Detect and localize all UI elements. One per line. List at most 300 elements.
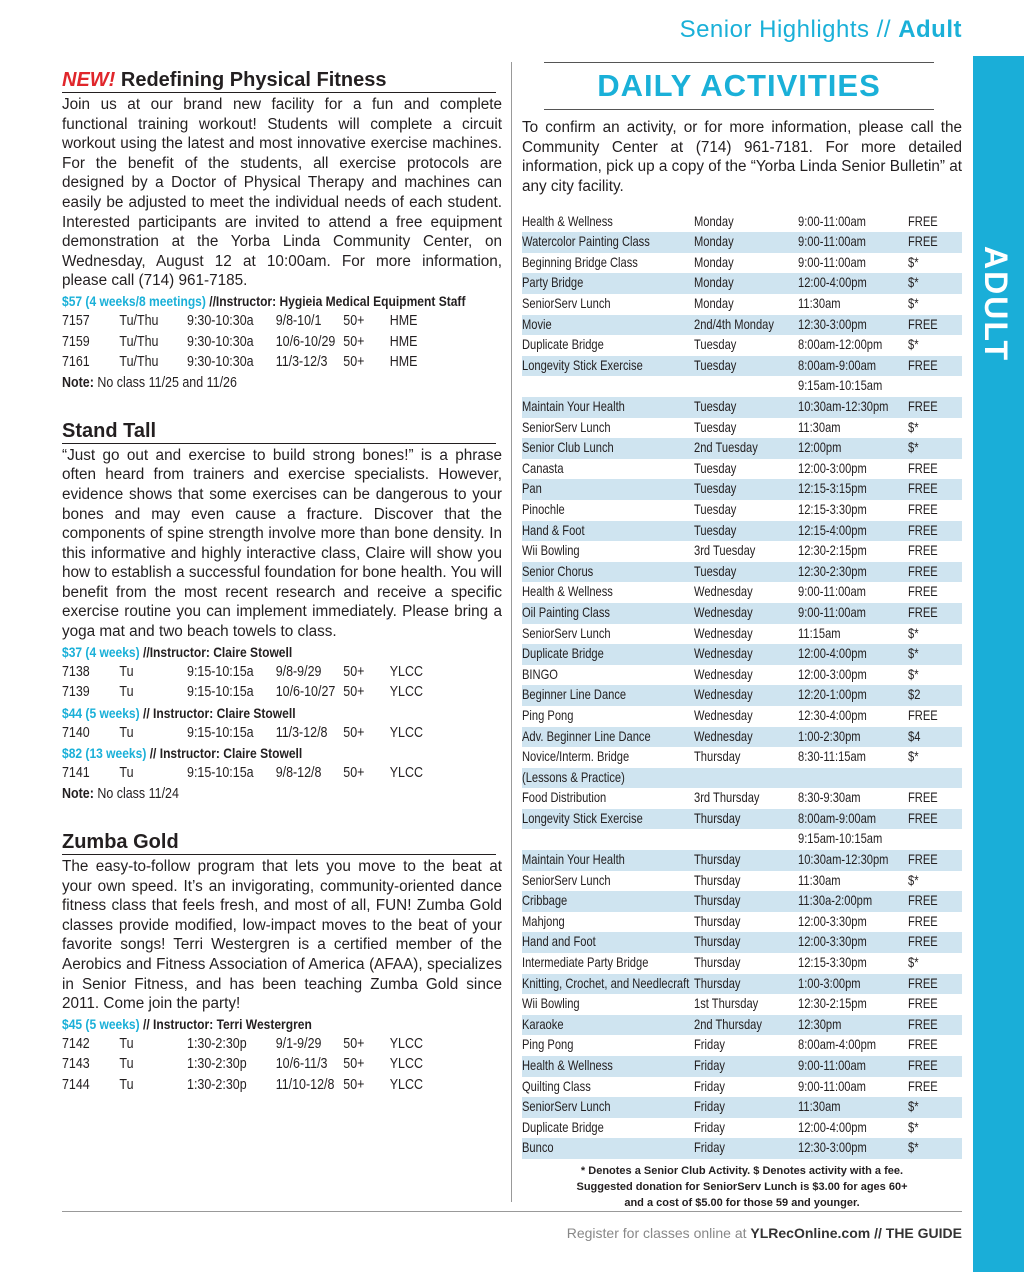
activity-row bbox=[522, 418, 962, 439]
activity-row bbox=[522, 994, 962, 1015]
activity-fee: $* bbox=[908, 296, 919, 312]
activity-name: Wii Bowling bbox=[522, 543, 580, 559]
class-instructor: //Instructor: Claire Stowell bbox=[139, 643, 293, 660]
activity-day: Tuesday bbox=[694, 522, 737, 538]
activity-name: SeniorServ Lunch bbox=[522, 625, 611, 641]
activity-day: 3rd Thursday bbox=[694, 790, 760, 806]
daily-intro: To confirm an activity, or for more information, please call the Community Center at (714) 961-7181. For more detailed information, pick up a copy of the “Yorba Linda Senior Bulletin” at any city facility. bbox=[522, 119, 962, 195]
footnote-line: * Denotes a Senior Club Activity. $ Denotes activity with a fee. bbox=[580, 1164, 904, 1177]
class-price-amount: $82 (13 weeks) bbox=[62, 745, 147, 762]
zumba-title: Zumba Gold bbox=[62, 831, 179, 854]
activity-time: 12:30-4:00pm bbox=[798, 707, 867, 723]
zumba-instructor: // Instructor: Terri Westergren bbox=[139, 1015, 312, 1032]
activity-name: Senior Club Lunch bbox=[522, 440, 614, 456]
activity-time: 12:30-3:00pm bbox=[798, 316, 867, 332]
activity-name: Pan bbox=[522, 481, 542, 497]
class-cell: 11/3-12/3 bbox=[275, 354, 328, 371]
activity-day: 2nd/4th Monday bbox=[694, 316, 774, 332]
activity-time: 9:00-11:00am bbox=[798, 604, 866, 620]
activity-row bbox=[522, 253, 962, 274]
activity-row bbox=[522, 953, 962, 974]
activity-name: Adv. Beginner Line Dance bbox=[522, 728, 651, 744]
class-cell: 7142 bbox=[62, 1035, 90, 1052]
activity-time: 9:00-11:00am bbox=[798, 584, 866, 600]
activity-row bbox=[522, 788, 962, 809]
activity-name: SeniorServ Lunch bbox=[522, 1099, 611, 1115]
activity-time: 8:30-11:15am bbox=[798, 749, 866, 765]
activity-name: Karaoke bbox=[522, 1016, 564, 1032]
activity-day: Tuesday bbox=[694, 399, 737, 415]
activity-row bbox=[522, 376, 962, 397]
class-row bbox=[62, 1075, 440, 1096]
activity-name: Canasta bbox=[522, 460, 564, 476]
activity-day: 3rd Tuesday bbox=[694, 543, 756, 559]
activity-fee: FREE bbox=[908, 934, 938, 950]
activity-row bbox=[522, 624, 962, 645]
activity-day: Thursday bbox=[694, 955, 741, 971]
footnote bbox=[522, 1163, 962, 1211]
activity-name: Pinochle bbox=[522, 501, 565, 517]
class-row bbox=[62, 763, 440, 784]
stand-tall-title: Stand Tall bbox=[62, 419, 157, 442]
class-cell: 9:15-10:15a bbox=[187, 663, 254, 680]
activity-day: Thursday bbox=[694, 934, 741, 950]
activity-name: Quilting Class bbox=[522, 1078, 591, 1094]
activity-fee: FREE bbox=[908, 234, 938, 250]
activity-time: 12:15-3:30pm bbox=[798, 501, 867, 517]
activity-row bbox=[522, 1056, 962, 1077]
activity-fee: $* bbox=[908, 440, 919, 456]
activity-fee: FREE bbox=[908, 357, 938, 373]
activity-time: 12:00-3:00pm bbox=[798, 666, 867, 682]
activity-row bbox=[522, 706, 962, 727]
activity-time: 12:30-3:00pm bbox=[798, 1140, 867, 1156]
activity-time: 11:30am bbox=[798, 872, 841, 888]
activity-row bbox=[522, 850, 962, 871]
page-header bbox=[680, 16, 962, 44]
activity-row bbox=[522, 1118, 962, 1139]
class-cell: HME bbox=[389, 312, 418, 329]
activity-day: Tuesday bbox=[694, 501, 737, 517]
class-cell: 50+ bbox=[343, 724, 365, 741]
zumba-price-amount: $45 (5 weeks) bbox=[62, 1015, 140, 1032]
fitness-class-list bbox=[62, 311, 502, 373]
activity-fee: FREE bbox=[908, 316, 938, 332]
activity-day: Tuesday bbox=[694, 460, 737, 476]
activity-time: 11:15am bbox=[798, 625, 841, 641]
activity-day: Tuesday bbox=[694, 481, 737, 497]
stand-tall-note bbox=[62, 784, 440, 804]
activity-name: Hand and Foot bbox=[522, 934, 596, 950]
fitness-description: Join us at our brand new facility for a fun and complete functional training workout! Students will complete a circuit workout using the latest and most innovative exercise machines. For the benefit of the students, all exercise protocols are designed by a Doctor of Physical Therapy and machines can easily be adjusted to meet the individual needs of each student. Interested participants are invited to attend a free equipment demonstration at the Yorba Linda Community Center, on Wednesday, August 12 at 10:00am. For more information, please call (714) 961-7185. bbox=[62, 96, 502, 290]
activity-fee: $* bbox=[908, 646, 919, 662]
activity-time: 12:20-1:00pm bbox=[798, 687, 867, 703]
activity-fee: $* bbox=[908, 1099, 919, 1115]
class-cell: 9:15-10:15a bbox=[187, 724, 254, 741]
class-cell: 9:30-10:30a bbox=[187, 312, 254, 329]
class-cell: Tu bbox=[119, 724, 134, 741]
zumba-class-list bbox=[62, 1034, 502, 1096]
activity-name: Cribbage bbox=[522, 893, 568, 909]
activity-fee: FREE bbox=[908, 975, 938, 991]
activity-name: Health & Wellness bbox=[522, 584, 613, 600]
activity-fee: FREE bbox=[908, 810, 938, 826]
activity-day: Friday bbox=[694, 1078, 725, 1094]
activity-row bbox=[522, 768, 962, 789]
section-title-zumba bbox=[62, 830, 496, 855]
activity-row bbox=[522, 809, 962, 830]
page-footer bbox=[567, 1225, 962, 1241]
class-cell: 7139 bbox=[62, 684, 90, 701]
activity-name: Mahjong bbox=[522, 913, 565, 929]
activity-time: 8:00am-4:00pm bbox=[798, 1037, 877, 1053]
activity-name: Health & Wellness bbox=[522, 213, 613, 229]
activity-row bbox=[522, 273, 962, 294]
activity-name: Watercolor Painting Class bbox=[522, 234, 650, 250]
class-cell: 11/3-12/8 bbox=[275, 724, 328, 741]
activity-day: Friday bbox=[694, 1119, 725, 1135]
class-row bbox=[62, 662, 440, 683]
activity-time: 10:30am-12:30pm bbox=[798, 399, 889, 415]
activity-row bbox=[522, 397, 962, 418]
class-cell: YLCC bbox=[389, 684, 423, 701]
stand-tall-groups bbox=[62, 642, 502, 784]
activity-name: Food Distribution bbox=[522, 790, 607, 806]
activity-day: Thursday bbox=[694, 852, 741, 868]
activity-day: Friday bbox=[694, 1140, 725, 1156]
activity-name: Duplicate Bridge bbox=[522, 1119, 604, 1135]
activity-fee: FREE bbox=[908, 707, 938, 723]
activity-fee: FREE bbox=[908, 501, 938, 517]
class-instructor: // Instructor: Claire Stowell bbox=[146, 745, 303, 762]
activity-fee: $* bbox=[908, 749, 919, 765]
activity-row bbox=[522, 603, 962, 624]
activity-name: Health & Wellness bbox=[522, 1058, 613, 1074]
activity-fee: FREE bbox=[908, 790, 938, 806]
activity-time: 9:15am-10:15am bbox=[798, 831, 883, 847]
activity-row bbox=[522, 1138, 962, 1159]
class-cell: YLCC bbox=[389, 765, 423, 782]
activity-time: 12:00pm bbox=[798, 440, 842, 456]
activity-fee: FREE bbox=[908, 996, 938, 1012]
class-cell: 7140 bbox=[62, 724, 90, 741]
activity-day: 2nd Tuesday bbox=[694, 440, 758, 456]
activity-name: Intermediate Party Bridge bbox=[522, 955, 649, 971]
activity-name: Hand & Foot bbox=[522, 522, 585, 538]
activity-row bbox=[522, 541, 962, 562]
activity-row bbox=[522, 912, 962, 933]
class-list bbox=[62, 763, 502, 784]
activity-row bbox=[522, 1077, 962, 1098]
activity-time: 12:30pm bbox=[798, 1016, 842, 1032]
activity-name: Duplicate Bridge bbox=[522, 646, 604, 662]
activity-time: 11:30am bbox=[798, 419, 841, 435]
class-cell: 50+ bbox=[343, 354, 365, 371]
class-cell: Tu bbox=[119, 1076, 134, 1093]
activity-name: Wii Bowling bbox=[522, 996, 580, 1012]
activity-row bbox=[522, 727, 962, 748]
activity-name: Maintain Your Health bbox=[522, 399, 625, 415]
activity-fee: FREE bbox=[908, 213, 938, 229]
footer-guide: // THE GUIDE bbox=[870, 1225, 962, 1241]
activity-day: Wednesday bbox=[694, 707, 753, 723]
class-cell: 9:15-10:15a bbox=[187, 684, 254, 701]
class-cell: 7138 bbox=[62, 663, 90, 680]
activity-name: BINGO bbox=[522, 666, 558, 682]
activity-fee: FREE bbox=[908, 584, 938, 600]
activity-day: Thursday bbox=[694, 749, 741, 765]
activity-fee: $* bbox=[908, 625, 919, 641]
activity-row bbox=[522, 974, 962, 995]
activity-fee: $* bbox=[908, 666, 919, 682]
activity-time: 12:30-2:30pm bbox=[798, 563, 867, 579]
footer-text: Register for classes online at bbox=[566, 1225, 751, 1241]
activity-day: Wednesday bbox=[694, 625, 753, 641]
class-cell: YLCC bbox=[389, 1056, 423, 1073]
note-text: No class 11/24 bbox=[93, 786, 179, 803]
class-row bbox=[62, 723, 440, 744]
class-cell: 50+ bbox=[343, 333, 365, 350]
activity-fee: $2 bbox=[908, 687, 921, 703]
activity-time: 10:30am-12:30pm bbox=[798, 852, 889, 868]
activity-time: 12:00-3:00pm bbox=[798, 460, 867, 476]
class-cell: 11/10-12/8 bbox=[275, 1076, 335, 1093]
activity-fee: FREE bbox=[908, 1078, 938, 1094]
activity-fee: FREE bbox=[908, 481, 938, 497]
right-column bbox=[522, 62, 962, 1211]
fitness-price bbox=[62, 291, 466, 311]
activity-name: SeniorServ Lunch bbox=[522, 296, 611, 312]
activity-name: Bunco bbox=[522, 1140, 554, 1156]
activity-day: Friday bbox=[694, 1058, 725, 1074]
class-list bbox=[62, 723, 502, 744]
side-tab-label: ADULT bbox=[978, 246, 1014, 363]
activity-fee: FREE bbox=[908, 563, 938, 579]
activity-day: Wednesday bbox=[694, 728, 753, 744]
class-cell: 7144 bbox=[62, 1076, 90, 1093]
class-instructor: // Instructor: Claire Stowell bbox=[139, 704, 296, 721]
class-cell: 1:30-2:30p bbox=[187, 1076, 247, 1093]
activity-row bbox=[522, 294, 962, 315]
activity-time: 9:00-11:00am bbox=[798, 254, 866, 270]
activity-row bbox=[522, 479, 962, 500]
footnote-line: Suggested donation for SeniorServ Lunch is $3.00 for ages 60+ bbox=[576, 1180, 908, 1193]
class-cell: Tu/Thu bbox=[119, 354, 159, 371]
class-cell: Tu bbox=[119, 684, 134, 701]
activity-fee: FREE bbox=[908, 1058, 938, 1074]
activity-day: Thursday bbox=[694, 975, 741, 991]
activity-day: Tuesday bbox=[694, 563, 737, 579]
activity-name: Longevity Stick Exercise bbox=[522, 357, 643, 373]
activity-time: 11:30a-2:00pm bbox=[798, 893, 873, 909]
activity-fee: $* bbox=[908, 254, 919, 270]
activity-time: 12:00-3:30pm bbox=[798, 934, 867, 950]
class-cell: 9/8-10/1 bbox=[275, 312, 322, 329]
activity-time: 12:00-4:00pm bbox=[798, 275, 867, 291]
activity-fee: FREE bbox=[908, 1037, 938, 1053]
bottom-rule bbox=[62, 1211, 962, 1212]
class-cell: 10/6-11/3 bbox=[275, 1056, 328, 1073]
activity-row bbox=[522, 582, 962, 603]
activity-name: Beginner Line Dance bbox=[522, 687, 627, 703]
class-cell: 7143 bbox=[62, 1056, 90, 1073]
activity-day: Tuesday bbox=[694, 337, 737, 353]
class-cell: YLCC bbox=[389, 724, 423, 741]
activity-name: Oil Painting Class bbox=[522, 604, 610, 620]
new-tag: NEW! bbox=[62, 69, 116, 91]
activity-fee: $* bbox=[908, 337, 919, 353]
activity-day: Monday bbox=[694, 213, 734, 229]
activity-row bbox=[522, 232, 962, 253]
class-row bbox=[62, 352, 440, 373]
activity-name: Maintain Your Health bbox=[522, 852, 625, 868]
footnote-line: and a cost of $5.00 for those 59 and younger. bbox=[624, 1196, 860, 1209]
daily-activities-title: DAILY ACTIVITIES bbox=[544, 62, 934, 110]
activity-time: 9:00-11:00am bbox=[798, 1078, 866, 1094]
class-cell: Tu bbox=[119, 765, 134, 782]
activity-time: 8:30-9:30am bbox=[798, 790, 861, 806]
activity-time: 9:15am-10:15am bbox=[798, 378, 883, 394]
class-cell: YLCC bbox=[389, 1076, 423, 1093]
class-cell: 7161 bbox=[62, 354, 90, 371]
fitness-note bbox=[62, 373, 440, 393]
class-cell: Tu/Thu bbox=[119, 333, 159, 350]
stand-tall-description: “Just go out and exercise to build strong bones!” is a phrase often heard from trainers and exercise specialists. However, evidence shows that some exercises can be dangerous to your bones and may even cause a fracture. Discover that the components of spine strength involve more than bone density. In this informative and highly interactive class, Claire will show you how to establish a successful foundation for bone health. You will benefit from the most recent research and receive a specific exercise routine you can implement immediately. Please bring a yoga mat and two beach towels to class. bbox=[62, 446, 502, 641]
activity-day: Wednesday bbox=[694, 646, 753, 662]
activity-day: Thursday bbox=[694, 893, 741, 909]
activity-day: Tuesday bbox=[694, 357, 737, 373]
class-cell: YLCC bbox=[389, 1035, 423, 1052]
activity-day: Friday bbox=[694, 1037, 725, 1053]
class-cell: 7141 bbox=[62, 765, 90, 782]
activity-day: Monday bbox=[694, 275, 734, 291]
class-cell: Tu bbox=[119, 1035, 134, 1052]
activity-row bbox=[522, 891, 962, 912]
activity-time: 8:00am-9:00am bbox=[798, 357, 877, 373]
activity-day: Friday bbox=[694, 1099, 725, 1115]
activity-row bbox=[522, 1015, 962, 1036]
left-column bbox=[62, 68, 502, 1096]
activity-name: Beginning Bridge Class bbox=[522, 254, 638, 270]
activity-time: 9:00-11:00am bbox=[798, 234, 866, 250]
activity-time: 8:00am-12:00pm bbox=[798, 337, 883, 353]
activity-row bbox=[522, 1035, 962, 1056]
class-cell: 9/1-9/29 bbox=[275, 1035, 322, 1052]
class-cell: 50+ bbox=[343, 1056, 365, 1073]
activity-fee: $* bbox=[908, 1119, 919, 1135]
activity-time: 12:00-4:00pm bbox=[798, 1119, 867, 1135]
class-cell: Tu/Thu bbox=[119, 312, 159, 329]
class-cell: HME bbox=[389, 333, 418, 350]
class-cell: 1:30-2:30p bbox=[187, 1035, 247, 1052]
note-text: No class 11/25 and 11/26 bbox=[93, 374, 237, 391]
class-cell: 1:30-2:30p bbox=[187, 1056, 247, 1073]
footer-site-link[interactable]: YLRecOnline.com bbox=[750, 1225, 871, 1241]
activity-name: Party Bridge bbox=[522, 275, 584, 291]
activity-name: Senior Chorus bbox=[522, 563, 594, 579]
class-cell: 50+ bbox=[343, 663, 365, 680]
activity-row bbox=[522, 459, 962, 480]
section-title-stand-tall bbox=[62, 419, 496, 444]
activity-fee: $* bbox=[908, 1140, 919, 1156]
class-price-amount: $44 (5 weeks) bbox=[62, 704, 140, 721]
activity-fee: FREE bbox=[908, 460, 938, 476]
activity-time: 8:00am-9:00am bbox=[798, 810, 877, 826]
activity-name: Duplicate Bridge bbox=[522, 337, 604, 353]
activity-fee: FREE bbox=[908, 852, 938, 868]
activity-day: Monday bbox=[694, 296, 734, 312]
activity-row bbox=[522, 356, 962, 377]
class-cell: 50+ bbox=[343, 312, 365, 329]
fitness-title: Redefining Physical Fitness bbox=[120, 69, 387, 91]
activity-row bbox=[522, 665, 962, 686]
activity-fee: $* bbox=[908, 872, 919, 888]
class-cell: 9:30-10:30a bbox=[187, 354, 254, 371]
activity-time: 12:00-3:30pm bbox=[798, 913, 867, 929]
class-cell: 50+ bbox=[343, 1076, 365, 1093]
activity-table bbox=[522, 212, 962, 1159]
header-prefix: Senior Highlights // bbox=[679, 16, 892, 43]
activity-fee: FREE bbox=[908, 893, 938, 909]
activity-time: 12:15-3:30pm bbox=[798, 955, 867, 971]
activity-name: (Lessons & Practice) bbox=[522, 769, 625, 785]
activity-fee: $* bbox=[908, 955, 919, 971]
activity-fee: $* bbox=[908, 275, 919, 291]
side-tab bbox=[973, 56, 1024, 1272]
activity-time: 1:00-2:30pm bbox=[798, 728, 861, 744]
class-row bbox=[62, 1034, 440, 1055]
header-section: Adult bbox=[898, 16, 962, 43]
activity-day: Monday bbox=[694, 234, 734, 250]
activity-row bbox=[522, 932, 962, 953]
activity-time: 1:00-3:00pm bbox=[798, 975, 861, 991]
fitness-instructor: //Instructor: Hygieia Medical Equipment Staff bbox=[205, 292, 466, 309]
activity-time: 12:30-2:15pm bbox=[798, 543, 867, 559]
class-cell: 50+ bbox=[343, 684, 365, 701]
class-price bbox=[62, 743, 440, 763]
class-list bbox=[62, 662, 502, 703]
activity-fee: $4 bbox=[908, 728, 921, 744]
activity-row bbox=[522, 685, 962, 706]
activity-fee: FREE bbox=[908, 913, 938, 929]
activity-row bbox=[522, 562, 962, 583]
activity-row bbox=[522, 747, 962, 768]
activity-time: 9:00-11:00am bbox=[798, 1058, 866, 1074]
activity-fee: FREE bbox=[908, 399, 938, 415]
class-cell: 7157 bbox=[62, 312, 90, 329]
activity-day: Tuesday bbox=[694, 419, 737, 435]
activity-name: Novice/Interm. Bridge bbox=[522, 749, 630, 765]
page-number: 41 bbox=[973, 1206, 1014, 1247]
class-cell: 10/6-10/27 bbox=[275, 684, 336, 701]
activity-time: 11:30am bbox=[798, 1099, 841, 1115]
activity-name: SeniorServ Lunch bbox=[522, 872, 611, 888]
activity-fee: FREE bbox=[908, 1016, 938, 1032]
activity-fee: FREE bbox=[908, 522, 938, 538]
class-cell: 7159 bbox=[62, 333, 90, 350]
activity-name: Longevity Stick Exercise bbox=[522, 810, 643, 826]
section-title-fitness bbox=[62, 68, 496, 93]
activity-row bbox=[522, 438, 962, 459]
activity-row bbox=[522, 521, 962, 542]
activity-time: 12:15-3:15pm bbox=[798, 481, 867, 497]
activity-day: Thursday bbox=[694, 913, 741, 929]
activity-time: 11:30am bbox=[798, 296, 841, 312]
activity-day: Wednesday bbox=[694, 584, 753, 600]
class-row bbox=[62, 682, 440, 703]
activity-day: Monday bbox=[694, 254, 734, 270]
activity-name: SeniorServ Lunch bbox=[522, 419, 611, 435]
